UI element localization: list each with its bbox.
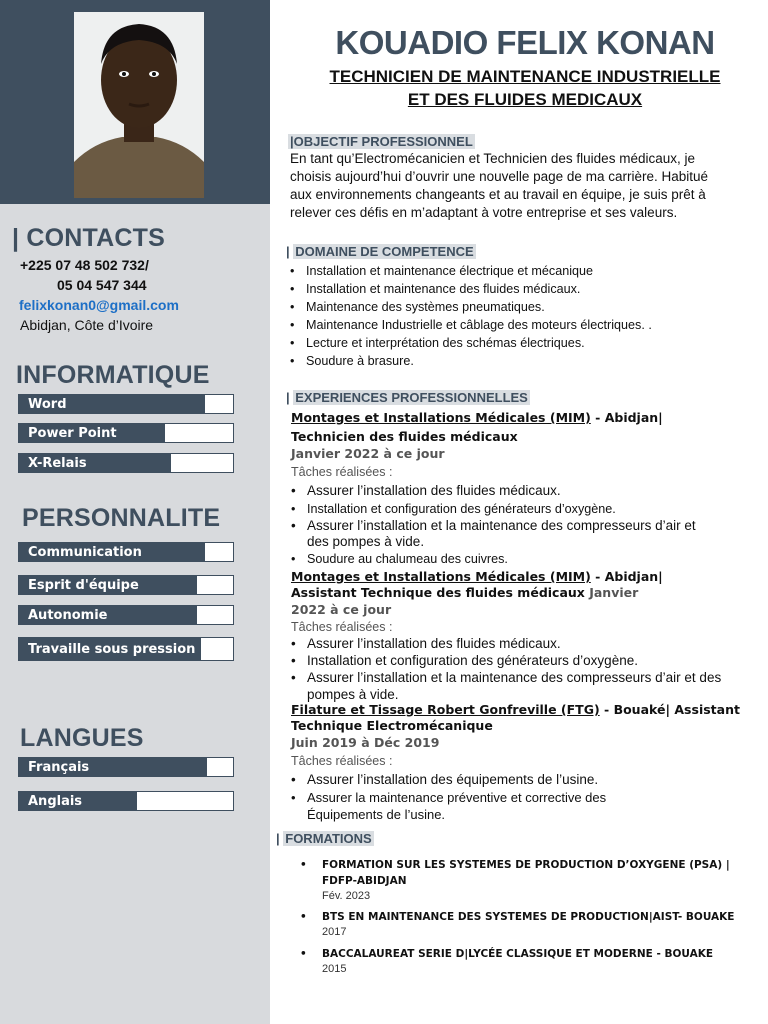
list-item: • Installation et configuration des générateurs d’oxygène. [289, 500, 719, 518]
trait-label: Travaille sous pression [28, 642, 196, 657]
informatique-heading: INFORMATIQUE [16, 361, 210, 389]
list-item: • Installation et configuration des générateurs d’oxygène. [289, 652, 737, 669]
contacts-heading: | CONTACTS [12, 224, 165, 252]
job-title-line-2: ET DES FLUIDES MEDICAUX [407, 90, 643, 109]
domaine-heading: | DOMAINE DE COMPETENCE [286, 244, 474, 259]
trait-bar-autonomie [18, 605, 234, 625]
personnalite-heading: PERSONNALITE [22, 504, 221, 532]
job-2-date: 2022 à ce jour [291, 602, 392, 617]
formation-title: • BTS EN MAINTENANCE DES SYSTEMES DE PRODUCTION|AIST- BOUAKE [300, 909, 750, 925]
formation-title: • FORMATION SUR LES SYSTEMES DE PRODUCTION D’OXYGENE (PSA) | FDFP-ABIDJAN [300, 857, 742, 889]
trait-bar-esprit-equipe [18, 575, 234, 595]
list-item: • Soudure à brasure. [288, 352, 738, 370]
objectif-text: En tant qu’Electromécanicien et Technicien des fluides médicaux, je choisis aujourd’hui d’ouvrir une nouvelle page de ma carrière. Habitué aux environnements changeants et au travail en équipe, je suis prêt à relever ces défis en m’adaptant à votre entreprise et ses valeurs. [290, 151, 708, 220]
phone-2[interactable]: 05 04 547 344 [57, 277, 147, 293]
list-item: • Soudure au chalumeau des cuivres. [289, 550, 719, 568]
language-label: Français [28, 760, 90, 775]
language-label: Anglais [28, 794, 83, 809]
list-item: • Assurer l’installation des fluides médicaux. [289, 482, 719, 500]
list-item: • Installation et maintenance des fluides médicaux. [288, 280, 738, 298]
language-bar-anglais [18, 791, 234, 811]
skill-label: Word [28, 397, 67, 412]
job-2-company: Montages et Installations Médicales (MIM) - Abidjan| [291, 569, 663, 584]
formation-year: 2017 [322, 926, 347, 938]
skill-label: Power Point [28, 426, 117, 441]
trait-label: Autonomie [28, 608, 108, 623]
formations-heading: | FORMATIONS [276, 831, 372, 846]
experiences-heading: | EXPERIENCES PROFESSIONNELLES [286, 390, 528, 405]
formation-item [300, 909, 750, 940]
list-item: • Lecture et interprétation des schémas électriques. [288, 334, 738, 352]
job-1-company: Montages et Installations Médicales (MIM) - Abidjan| [291, 410, 663, 425]
formation-year: Fév. 2023 [322, 890, 371, 902]
formation-item [300, 857, 750, 904]
job-3-company: Filature et Tissage Robert Gonfreville (FTG) - Bouaké| Assistant [291, 702, 740, 717]
formation-item [300, 946, 750, 977]
list-item: • Maintenance Industrielle et câblage des moteurs électriques. . [288, 316, 738, 334]
list-item: • Installation et maintenance électrique et mécanique [288, 262, 738, 280]
job-2-tasks [289, 635, 737, 703]
skill-label: X-Relais [28, 456, 87, 471]
objectif-heading: |OBJECTIF PROFESSIONNEL [290, 134, 473, 149]
job-3-role: Technique Electromécanique [291, 718, 493, 733]
job-1-role: Technicien des fluides médicaux [291, 429, 518, 444]
job-3-tasks-label: Tâches réalisées : [291, 754, 393, 768]
job-1-tasks-label: Tâches réalisées : [291, 465, 393, 479]
trait-bar-pression [18, 637, 234, 661]
skill-bar-powerpoint [18, 423, 234, 443]
langues-heading: LANGUES [20, 724, 144, 752]
person-portrait-icon [74, 12, 204, 198]
job-2-tasks-label: Tâches réalisées : [291, 620, 393, 634]
list-item: • Assurer l’installation des équipements de l’usine. [289, 771, 649, 789]
formation-year: 2015 [322, 963, 347, 975]
list-item: • Assurer l’installation et la maintenance des compresseurs d’air et des pompes à vide. [289, 518, 719, 550]
job-title-line-1: TECHNICIEN DE MAINTENANCE INDUSTRIELLE [329, 67, 721, 86]
phone-1[interactable]: +225 07 48 502 732/ [20, 257, 149, 273]
formation-title: • BACCALAUREAT SERIE D|LYCÉE CLASSIQUE ET MODERNE - BOUAKE [300, 946, 750, 962]
job-2-role: Assistant Technique des fluides médicaux Janvier [291, 585, 639, 600]
list-item: • Assurer l’installation et la maintenance des compresseurs d’air et des pompes à vide. [289, 669, 737, 703]
skill-bar-xrelais [18, 453, 234, 473]
domaine-list [288, 262, 738, 370]
email-link[interactable]: felixkonan0@gmail.com [19, 297, 179, 313]
candidate-name: KOUADIO FELIX KONAN [335, 24, 715, 61]
trait-label: Communication [28, 545, 142, 560]
job-1-tasks [289, 482, 719, 568]
list-item: • Assurer l’installation des fluides médicaux. [289, 635, 737, 652]
job-3-date: Juin 2019 à Déc 2019 [291, 735, 440, 750]
skill-bar-word [18, 394, 234, 414]
job-3-tasks [289, 771, 649, 823]
location: Abidjan, Côte d’Ivoire [20, 317, 154, 333]
trait-label: Esprit d'équipe [28, 578, 139, 593]
trait-bar-communication [18, 542, 234, 562]
job-1-date: Janvier 2022 à ce jour [291, 446, 445, 461]
list-item: • Maintenance des systèmes pneumatiques. [288, 298, 738, 316]
language-bar-francais [18, 757, 234, 777]
profile-photo [74, 12, 204, 198]
list-item: • Assurer la maintenance préventive et corrective des Équipements de l’usine. [289, 789, 649, 823]
